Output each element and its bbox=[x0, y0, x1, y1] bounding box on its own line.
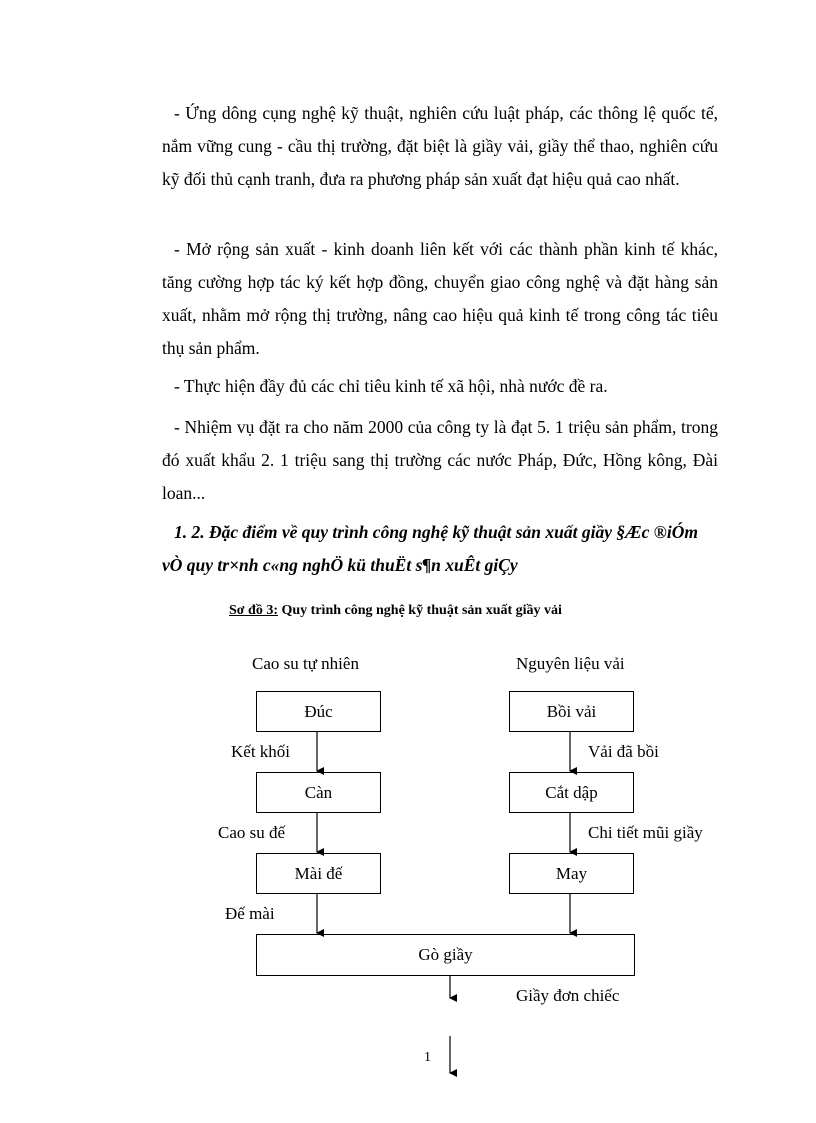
left-source-label: Cao su tự nhiên bbox=[252, 654, 359, 673]
flow-ket-khoi-label: Kết khối bbox=[231, 742, 291, 761]
flow-chi-tiet-mui-giay-label: Chi tiết mũi giầy bbox=[588, 823, 703, 842]
step-may-box: May bbox=[509, 853, 634, 894]
paragraph-2: - Mở rộng sản xuất - kinh doanh liên kết với các thành phần kinh tế khác, tăng cường hợp tác ký kết hợp đồng, chuyển giao công nghệ và đặt hàng sản xuất, nhằm mở rộng thị trường, nâng cao hiệu quả kinh tế trong công tác tiêu thụ sản phẩm. bbox=[162, 239, 718, 358]
step-cat-dap-box: Cắt dập bbox=[509, 772, 634, 813]
flow-cao-su-de-label: Cao su đế bbox=[218, 823, 286, 842]
section-heading: 1. 2. Đặc điểm về quy trình công nghệ kỹ thuật sản xuất giầy §Æc ®iÓm vÒ quy tr×nh c«ng nghÖ kü thuËt s¶n xuÊt giÇy bbox=[162, 522, 698, 575]
step-go-giay-box: Gò giầy bbox=[256, 934, 635, 976]
caption-label: Sơ đồ 3: bbox=[229, 603, 278, 618]
caption-text: Quy trình công nghệ kỹ thuật sản xuất giầy vải bbox=[278, 603, 562, 618]
paragraph-4: - Nhiệm vụ đặt ra cho năm 2000 của công ty là đạt 5. 1 triệu sản phẩm, trong đó xuất khẩu 2. 1 triệu sang thị trường các nước Pháp, Đức, Hồng kông, Đài loan... bbox=[162, 417, 718, 503]
right-source-label: Nguyên liệu vải bbox=[516, 654, 625, 673]
flow-giay-don-chiec-label: Giầy đơn chiếc bbox=[516, 986, 620, 1005]
page-number: 1 bbox=[424, 1050, 431, 1065]
step-can-box: Càn bbox=[256, 772, 381, 813]
step-duc-box: Đúc bbox=[256, 691, 381, 732]
flow-vai-da-boi-label: Vải đã bồi bbox=[588, 742, 659, 761]
step-boi-vai-box: Bồi vải bbox=[509, 691, 634, 732]
step-mai-de-box: Mài đế bbox=[256, 853, 381, 894]
paragraph-1: - Ứng dông cụng nghệ kỹ thuật, nghiên cứu luật pháp, các thông lệ quốc tế, nắm vững cung - cầu thị trường, đặt biệt là giầy vải, giầy thể thao, nghiên cứu kỹ đối thủ cạnh tranh, đưa ra phương pháp sản xuất đạt hiệu quả cao nhất. bbox=[162, 103, 718, 189]
paragraph-3: - Thực hiện đầy đủ các chỉ tiêu kinh tế xã hội, nhà nước đề ra. bbox=[174, 376, 608, 396]
flow-de-mai-label: Đế mài bbox=[225, 904, 275, 923]
